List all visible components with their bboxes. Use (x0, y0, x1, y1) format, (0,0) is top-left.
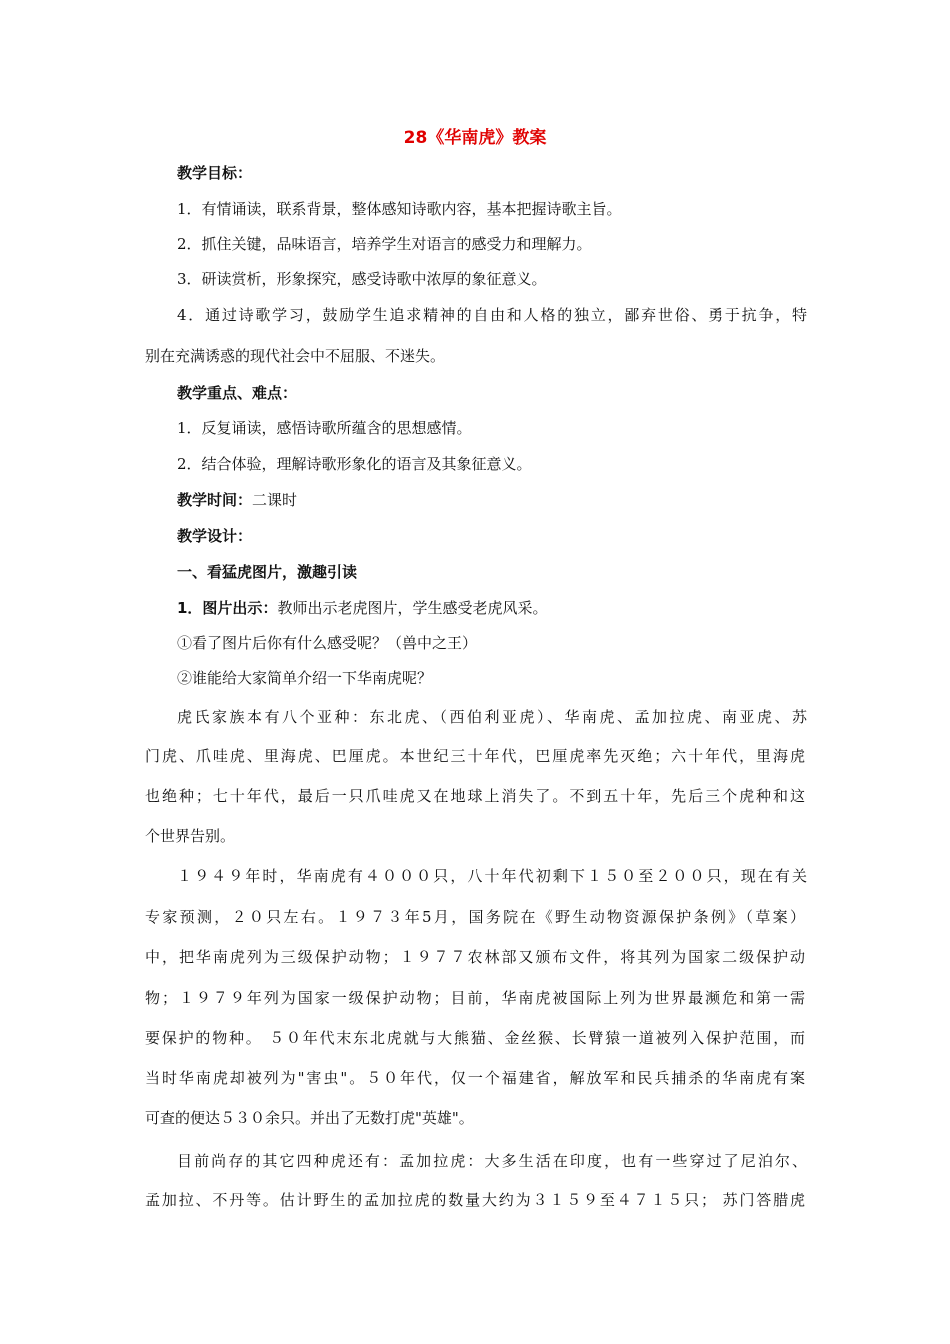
para2-line: １９４９年时，华南虎有４０００只，八十年代初剩下１５０至２００只，现在有关 (177, 867, 807, 885)
objective-item: 3．研读赏析，形象探究，感受诗歌中浓厚的象征意义。 (177, 270, 547, 288)
design-heading: 教学设计： (177, 527, 253, 545)
keypoint-item: 2．结合体验，理解诗歌形象化的语言及其象征意义。 (177, 455, 532, 473)
teaching-time (0, 489, 950, 511)
objective-item: 1．有情诵读，联系背景，整体感知诗歌内容，基本把握诗歌主旨。 (177, 200, 622, 218)
teaching-time-label: 教学时间： (177, 491, 253, 509)
para3-line: 孟加拉、不丹等。估计野生的孟加拉虎的数量大约为３１５９至４７１５只； 苏门答腊虎 (145, 1191, 805, 1209)
objectives-heading: 教学目标： (177, 164, 253, 182)
section1-question: ①看了图片后你有什么感受呢？（兽中之王） (177, 634, 478, 652)
teaching-time-value: 二课时 (252, 491, 298, 509)
section1-question: ②谁能给大家简单介绍一下华南虎呢？ (177, 669, 433, 687)
section1-step (0, 597, 950, 619)
keypoint-item: 1．反复诵读，感悟诗歌所蕴含的思想感情。 (177, 419, 472, 437)
para3-line: 目前尚存的其它四种虎还有：孟加拉虎：大多生活在印度，也有一些穿过了尼泊尔、 (177, 1152, 807, 1170)
objective-item: 2．抓住关键，品味语言，培养学生对语言的感受力和理解力。 (177, 235, 592, 253)
objective-item: 4．通过诗歌学习，鼓励学生追求精神的自由和人格的独立，鄙弃世俗、勇于抗争，特 (177, 306, 807, 324)
para2-line: 物；１９７９年列为国家一级保护动物；目前，华南虎被国际上列为世界最濒危和第一需 (145, 989, 805, 1007)
para1-line: 门虎、爪哇虎、里海虎、巴厘虎。本世纪三十年代，巴厘虎率先灭绝；六十年代，里海虎 (145, 747, 805, 765)
objective-item-continuation: 别在充满诱惑的现代社会中不屈服、不迷失。 (145, 347, 446, 365)
keypoints-heading: 教学重点、难点： (177, 384, 298, 402)
section1-heading: 一、看猛虎图片，激趣引读 (177, 563, 358, 581)
para2-line: 要保护的物种。 ５０年代末东北虎就与大熊猫、金丝猴、长臂猿一道被列入保护范围，而 (145, 1029, 805, 1047)
section1-step-label: 1．图片出示： (177, 599, 278, 617)
para2-line: 可查的便达５３０余只。并出了无数打虎"英雄"。 (145, 1109, 474, 1127)
para1-line: 个世界告别。 (145, 827, 236, 845)
para2-line: 专家预测，２０只左右。１９７３年5月，国务院在《野生动物资源保护条例》（草案） (145, 908, 805, 926)
document-title: 28《华南虎》教案 (403, 128, 547, 148)
para1-line: 也绝种；七十年代，最后一只爪哇虎又在地球上消失了。不到五十年，先后三个虎种和这 (145, 787, 805, 805)
section1-step-text: 教师出示老虎图片，学生感受老虎风采。 (277, 599, 548, 617)
para2-line: 当时华南虎却被列为"害虫"。５０年代，仅一个福建省，解放军和民兵捕杀的华南虎有案 (145, 1069, 805, 1087)
para1-line: 虎氏家族本有八个亚种：东北虎、（西伯利亚虎）、华南虎、孟加拉虎、南亚虎、苏 (177, 708, 807, 726)
para2-line: 中，把华南虎列为三级保护动物；１９７７农林部又颁布文件，将其列为国家二级保护动 (145, 948, 805, 966)
